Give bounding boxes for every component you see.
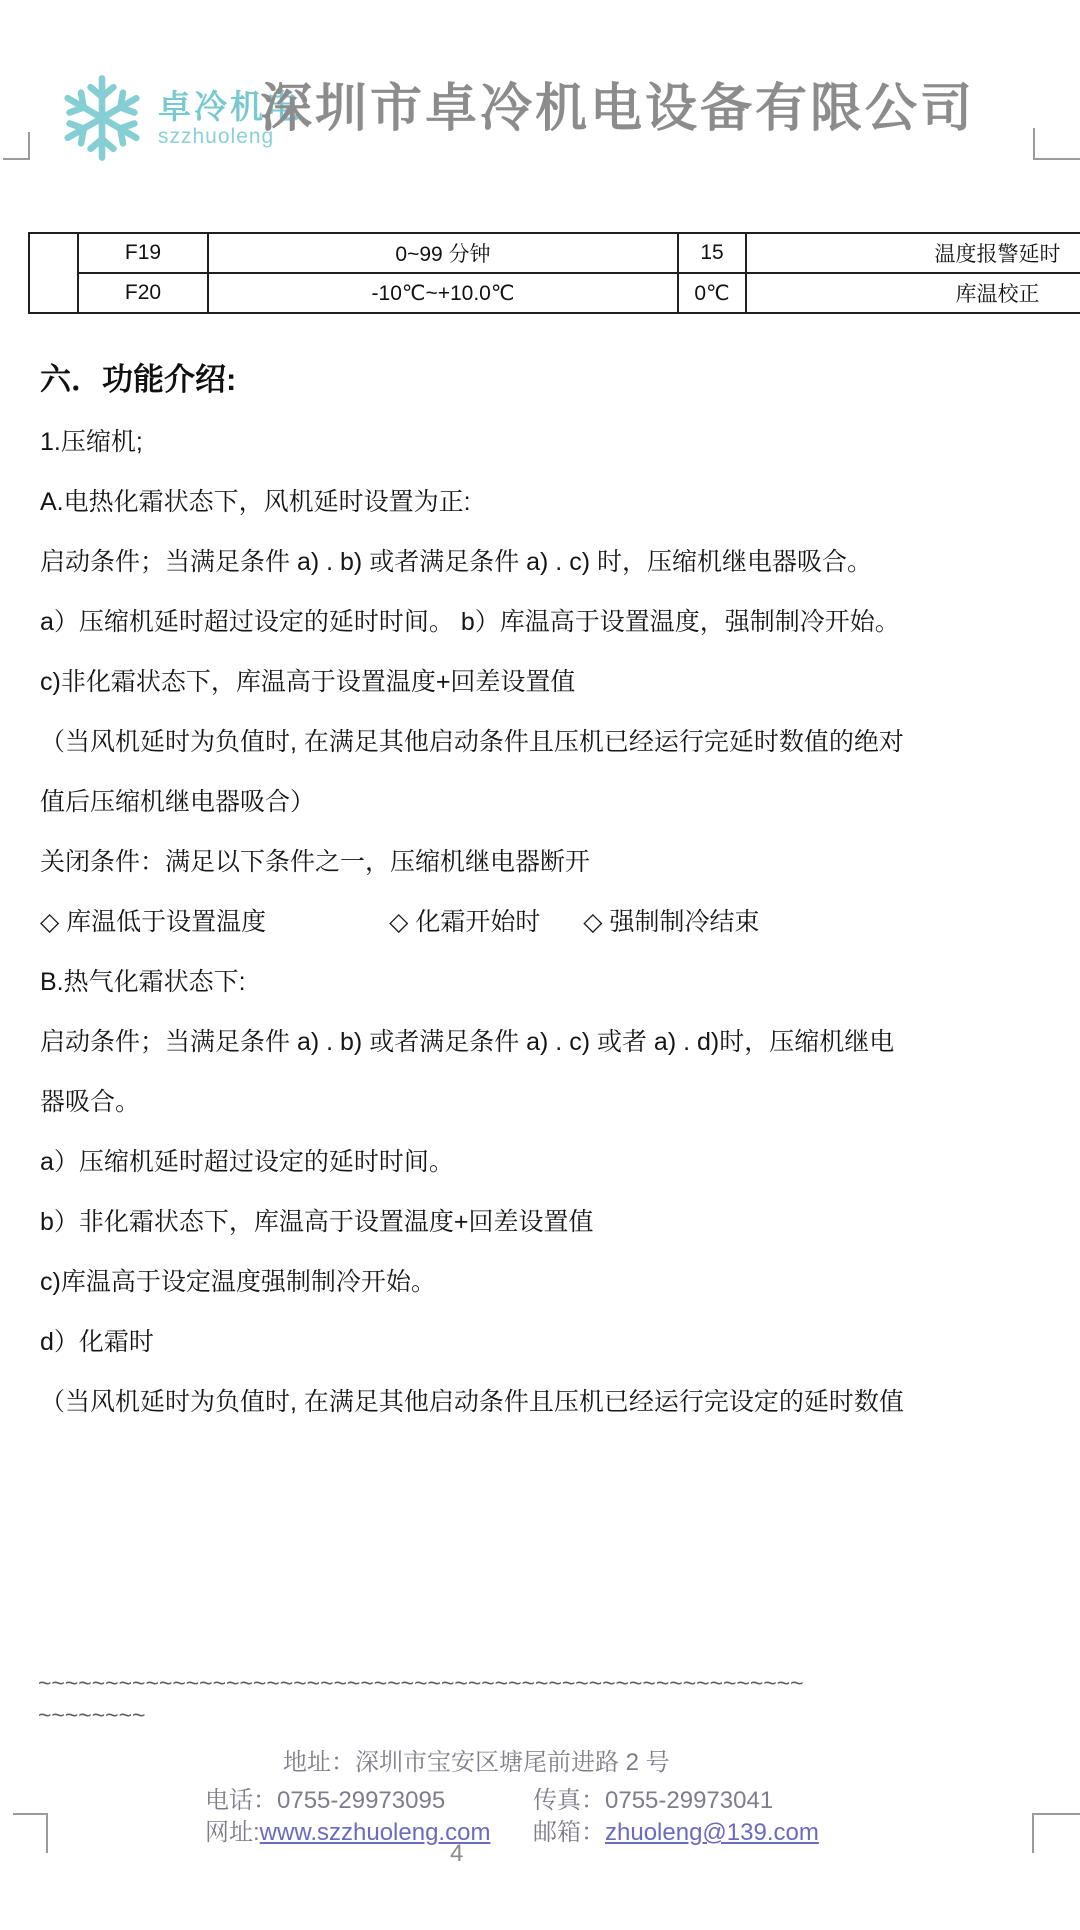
table-cell-name: 库温校正 <box>746 273 1080 313</box>
footer-phone: 电话：0755-29973095 <box>205 1787 446 1814</box>
page-number: 4 <box>450 1840 464 1867</box>
body-paragraph: （当风机延时为负值时, 在满足其他启动条件且压机已经运行完设定的延时数值 <box>40 1388 904 1416</box>
body-paragraph: a）压缩机延时超过设定的延时时间。 b）库温高于设置温度，强制制冷开始。 <box>40 608 900 636</box>
table-cell-range: -10℃~+10.0℃ <box>208 273 678 313</box>
section-title: 六．功能介绍: <box>40 362 237 397</box>
diamond-bullet-item: ◇ 库温低于设置温度 <box>40 908 267 936</box>
body-paragraph: 器吸合。 <box>40 1088 141 1116</box>
footer-fax: 传真：0755-29973041 <box>533 1787 774 1814</box>
body-paragraph: c)库温高于设定温度强制制冷开始。 <box>40 1268 436 1296</box>
table-row <box>29 273 1080 313</box>
footer-address: 地址：深圳市宝安区塘尾前进路 2 号 <box>283 1749 670 1776</box>
company-title: 深圳市卓冷机电设备有限公司 <box>260 80 976 138</box>
body-paragraph: 值后压缩机继电器吸合） <box>40 788 316 816</box>
body-paragraph: b）非化霜状态下，库温高于设置温度+回差设置值 <box>40 1208 594 1236</box>
body-paragraph: 启动条件；当满足条件 a) . b) 或者满足条件 a) . c) 或者 a) . d)时，压缩机继电 <box>40 1028 895 1056</box>
body-paragraph: c)非化霜状态下，库温高于设置温度+回差设置值 <box>40 668 576 696</box>
tilde-separator-line: ~~~~~~~~ <box>38 1702 146 1728</box>
header-corner-mark-left <box>3 132 30 160</box>
footer-corner-mark-left <box>13 1813 48 1853</box>
tilde-separator-line: ~~~~~~~~~~~~~~~~~~~~~~~~~~~~~~~~~~~~~~~~~~~~~~~~~~~~~~~~~ <box>38 1670 804 1696</box>
snowflake-icon <box>58 70 146 166</box>
table-cell-range: 0~99 分钟 <box>208 233 678 273</box>
body-paragraph: A.电热化霜状态下，风机延时设置为正: <box>40 488 471 516</box>
footer-email <box>533 1812 819 1847</box>
email-label: 邮箱： <box>533 1819 605 1846</box>
body-paragraph: B.热气化霜状态下: <box>40 968 246 996</box>
body-paragraph: 启动条件；当满足条件 a) . b) 或者满足条件 a) . c) 时，压缩机继电器吸合。 <box>40 548 872 576</box>
parameter-table <box>28 232 1080 314</box>
diamond-bullet-item: ◇ 化霜开始时 <box>389 908 541 936</box>
website-link[interactable]: www.szzhuoleng.com <box>259 1819 491 1846</box>
table-cell-category <box>29 233 78 313</box>
diamond-bullet-item: ◇ 强制制冷结束 <box>583 908 760 936</box>
section-content <box>40 348 904 1432</box>
body-paragraph: 1.压缩机; <box>40 428 143 456</box>
table-cell-default: 0℃ <box>678 273 746 313</box>
logo-name-cn: 卓冷机电 <box>158 87 302 125</box>
email-link[interactable]: zhuoleng@139.com <box>605 1819 819 1846</box>
table-cell-default: 15 <box>678 233 746 273</box>
table-row <box>29 233 1080 273</box>
table-cell-code: F20 <box>78 273 208 313</box>
diamond-bullet-row <box>40 892 904 952</box>
website-label: 网址: <box>205 1819 260 1846</box>
header-corner-mark-right <box>1033 128 1080 160</box>
body-paragraph: a）压缩机延时超过设定的延时时间。 <box>40 1148 454 1176</box>
footer-website <box>205 1812 490 1847</box>
footer-corner-mark-right <box>1032 1813 1080 1853</box>
body-paragraph: （当风机延时为负值时, 在满足其他启动条件且压机已经运行完延时数值的绝对 <box>40 728 904 756</box>
table-cell-code: F19 <box>78 233 208 273</box>
body-paragraph: d）化霜时 <box>40 1328 154 1356</box>
table-cell-name: 温度报警延时 <box>746 233 1080 273</box>
logo-name-en: szzhuoleng <box>158 124 275 148</box>
body-paragraph: 关闭条件：满足以下条件之一，压缩机继电器断开 <box>40 848 591 876</box>
